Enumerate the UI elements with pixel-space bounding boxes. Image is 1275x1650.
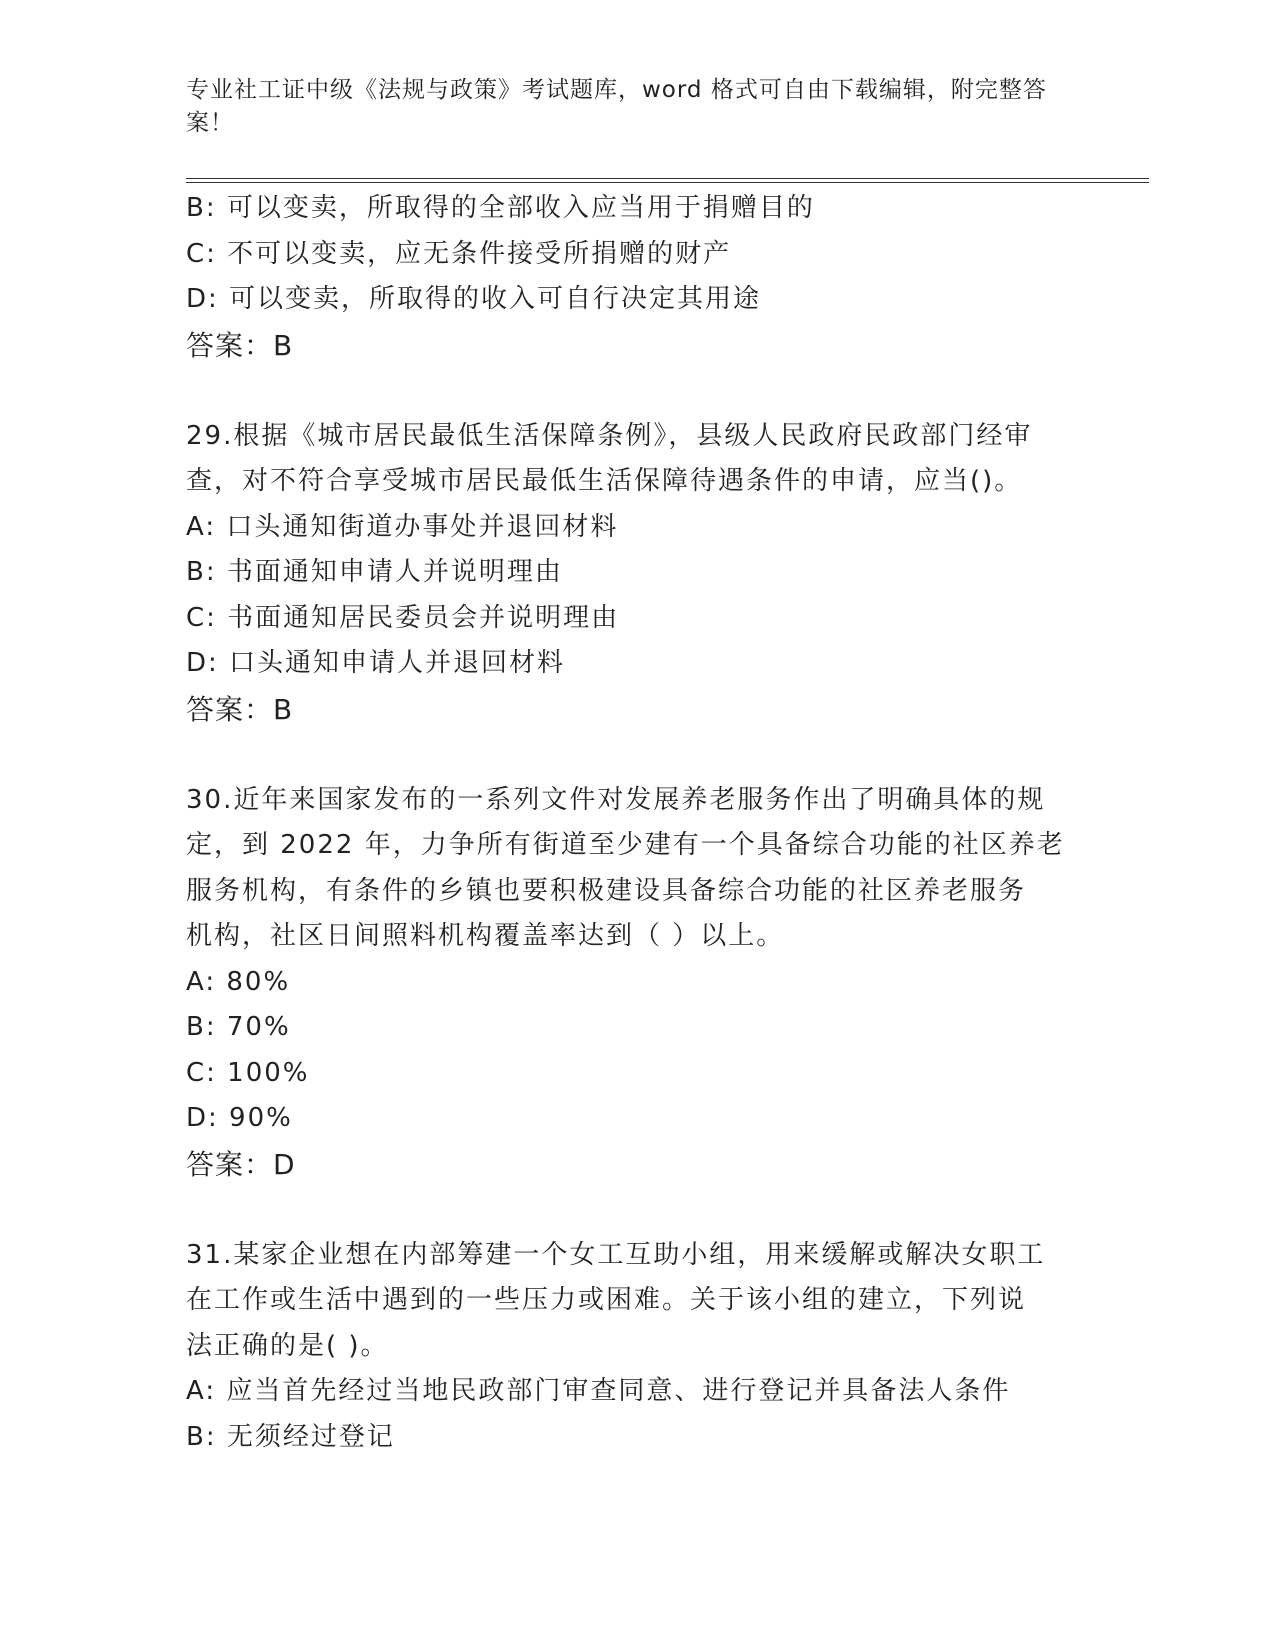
option-d: D: 可以变卖，所取得的收入可自行决定其用途 (186, 284, 762, 314)
header-line-1: 专业社工证中级《法规与政策》考试题库，word 格式可自由下载编辑，附完整答 (186, 77, 1047, 103)
option-b: B: 书面通知申请人并说明理由 (186, 557, 563, 587)
option-b: B: 可以变卖，所取得的全部收入应当用于捐赠目的 (186, 193, 815, 223)
document-header (186, 74, 1066, 140)
option-a: A: 口头通知街道办事处并退回材料 (186, 511, 619, 542)
question-28 (186, 186, 1086, 368)
question-text-line: 在工作或生活中遇到的一些压力或困难。关于该小组的建立，下列说 (186, 1285, 1027, 1315)
question-text-line: 机构，社区日间照料机构覆盖率达到（ ）以上。 (186, 921, 785, 951)
answer: 答案：B (186, 692, 294, 726)
option-a: A: 80% (186, 966, 291, 997)
answer: 答案：B (186, 328, 294, 362)
question-text-line: 31.某家企业想在内部筹建一个女工互助小组，用来缓解或解决女职工 (186, 1239, 1046, 1270)
answer: 答案：D (186, 1147, 296, 1181)
question-29 (186, 414, 1086, 733)
question-31 (186, 1233, 1086, 1461)
question-text-line: 服务机构，有条件的乡镇也要积极建设具备综合功能的社区养老服务 (186, 875, 1027, 906)
header-divider-top (186, 178, 1149, 179)
question-content (186, 186, 1086, 1460)
option-d: D: 90% (186, 1103, 293, 1133)
header-line-2: 案！ (186, 110, 234, 136)
option-b: B: 70% (186, 1012, 291, 1042)
header-divider-bottom (186, 182, 1149, 183)
question-text-line: 查，对不符合享受城市居民最低生活保障待遇条件的申请，应当()。 (186, 466, 1023, 496)
question-text-line: 定，到 2022 年，力争所有街道至少建有一个具备综合功能的社区养老 (186, 830, 1065, 860)
option-c: C: 书面通知居民委员会并说明理由 (186, 602, 620, 633)
spacer (186, 732, 1086, 778)
spacer (186, 1187, 1086, 1233)
option-c: C: 100% (186, 1057, 310, 1088)
option-a: A: 应当首先经过当地民政部门审查同意、进行登记并具备法人条件 (186, 1376, 1011, 1406)
option-b: B: 无须经过登记 (186, 1421, 395, 1452)
option-d: D: 口头通知申请人并退回材料 (186, 648, 566, 678)
question-text-line: 法正确的是( )。 (186, 1330, 389, 1361)
spacer (186, 368, 1086, 414)
question-30 (186, 778, 1086, 1188)
question-text-line: 30.近年来国家发布的一系列文件对发展养老服务作出了明确具体的规 (186, 784, 1046, 815)
option-c: C: 不可以变卖，应无条件接受所捐赠的财产 (186, 238, 732, 269)
question-text-line: 29.根据《城市居民最低生活保障条例》，县级人民政府民政部门经审 (186, 420, 1033, 451)
